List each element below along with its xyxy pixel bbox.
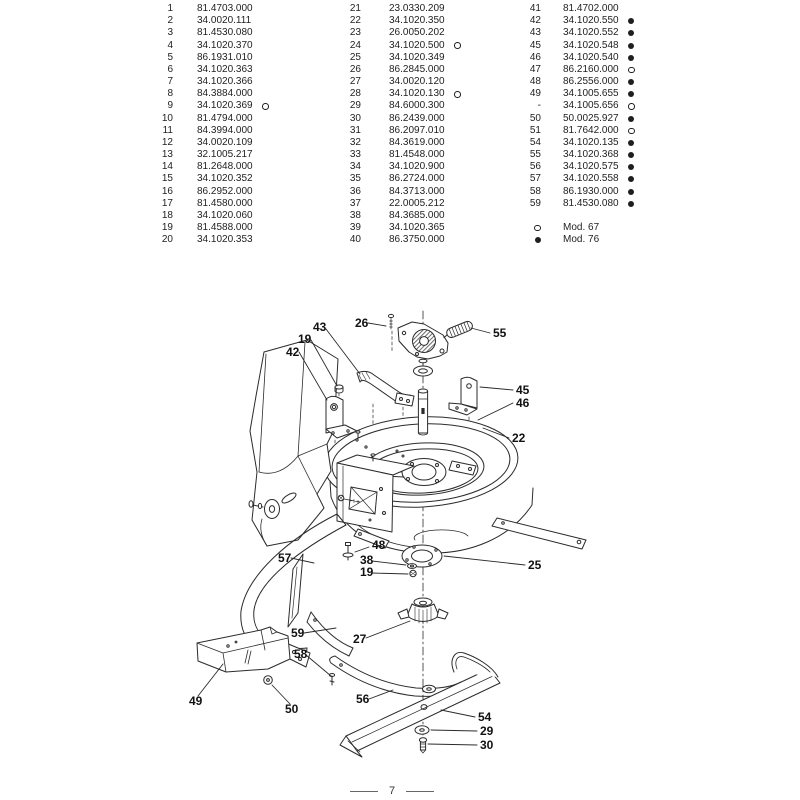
model-76-marker-icon bbox=[628, 201, 634, 207]
part-number: 34.1020.540 bbox=[563, 51, 619, 63]
discharge-chute bbox=[250, 340, 338, 546]
model-67-marker-icon bbox=[628, 103, 635, 110]
part-number: 34.1020.370 bbox=[197, 39, 253, 51]
parts-row-29 bbox=[328, 100, 461, 112]
parts-row-21 bbox=[328, 3, 461, 15]
parts-row-43 bbox=[508, 27, 635, 39]
parts-row-45 bbox=[508, 40, 635, 52]
parts-row-40 bbox=[328, 234, 461, 246]
legend-label: Mod. 76 bbox=[563, 234, 600, 246]
part-index: 26 bbox=[349, 63, 361, 75]
parts-row-25 bbox=[328, 52, 461, 64]
part-number: 34.1020.369 bbox=[197, 100, 253, 112]
model-67-marker-icon bbox=[454, 42, 461, 49]
callout-label-58: 58 bbox=[294, 647, 308, 661]
spindle-flange-25 bbox=[343, 543, 442, 577]
part-number: 84.6000.300 bbox=[389, 100, 445, 112]
part-index: 46 bbox=[529, 51, 541, 63]
callout-label-59: 59 bbox=[291, 626, 305, 640]
part-index: 15 bbox=[161, 173, 173, 185]
leader-line-55 bbox=[471, 328, 490, 333]
model-67-marker-icon bbox=[534, 225, 541, 232]
pulley-plate-assembly bbox=[388, 314, 473, 376]
parts-row-42 bbox=[508, 15, 635, 27]
part-index: 21 bbox=[349, 3, 361, 15]
leader-line-49 bbox=[198, 664, 223, 696]
page-number: 7 bbox=[389, 785, 396, 797]
part-index: 28 bbox=[349, 88, 361, 100]
part-number: 23.0330.209 bbox=[389, 3, 445, 15]
rear-bracket-49 bbox=[197, 627, 290, 684]
callout-label-50: 50 bbox=[285, 702, 299, 716]
leader-line-54 bbox=[441, 710, 475, 717]
part-index: 48 bbox=[529, 76, 541, 88]
leader-line-25 bbox=[444, 556, 525, 565]
part-number: 34.1020.350 bbox=[389, 15, 445, 27]
part-number: 34.1005.656 bbox=[563, 100, 619, 112]
parts-row-34 bbox=[328, 161, 461, 173]
callout-label-45: 45 bbox=[516, 383, 530, 397]
part-number: 84.3619.000 bbox=[389, 136, 445, 148]
part-number: 81.4703.000 bbox=[197, 3, 253, 15]
part-number: 81.2648.000 bbox=[197, 161, 253, 173]
parts-row-31 bbox=[328, 125, 461, 137]
callout-label-27: 27 bbox=[353, 632, 367, 646]
parts-row-10 bbox=[140, 113, 269, 125]
part-index: 9 bbox=[167, 100, 173, 112]
part-index: 40 bbox=[349, 234, 361, 246]
model-67-marker-icon bbox=[454, 91, 461, 98]
callout-label-43: 43 bbox=[313, 320, 327, 334]
parts-row-33 bbox=[328, 149, 461, 161]
legend-label: Mod. 67 bbox=[563, 222, 600, 234]
parts-row-46 bbox=[508, 52, 635, 64]
parts-row-16 bbox=[140, 186, 269, 198]
part-index: 17 bbox=[161, 197, 173, 209]
callout-label-49: 49 bbox=[189, 694, 203, 708]
parts-list-column-3 bbox=[508, 3, 635, 246]
part-number: 84.3685.000 bbox=[389, 210, 445, 221]
part-number: 81.4588.000 bbox=[197, 222, 253, 234]
parts-row-13 bbox=[140, 149, 269, 161]
part-index: 10 bbox=[161, 112, 173, 124]
part-index: 20 bbox=[161, 234, 173, 246]
model-76-marker-icon bbox=[628, 43, 634, 49]
parts-list-column-1 bbox=[140, 3, 269, 246]
callout-label-26: 26 bbox=[355, 316, 369, 330]
parts-row-9 bbox=[140, 100, 269, 112]
part-index: 43 bbox=[529, 27, 541, 39]
part-number: 34.0020.120 bbox=[389, 76, 445, 88]
part-number: 26.0050.202 bbox=[389, 27, 445, 39]
part-number: 84.3884.000 bbox=[197, 88, 253, 100]
l-bracket-45-46 bbox=[449, 377, 477, 415]
footer-rule-left bbox=[350, 791, 378, 792]
parts-row-58 bbox=[508, 186, 635, 198]
parts-row-59 bbox=[508, 198, 635, 210]
part-number: 34.1005.655 bbox=[563, 88, 619, 100]
part-number: 86.2556.000 bbox=[563, 76, 619, 88]
part-index: 55 bbox=[529, 149, 541, 161]
part-index: 4 bbox=[167, 39, 173, 51]
bracket-42 bbox=[326, 396, 357, 438]
part-number: 81.4530.080 bbox=[197, 27, 253, 39]
callout-label-55: 55 bbox=[493, 326, 507, 340]
part-number: 34.1020.552 bbox=[563, 27, 619, 39]
parts-row-48 bbox=[508, 76, 635, 88]
parts-list-column-2 bbox=[328, 3, 461, 246]
model-67-marker-icon bbox=[262, 103, 269, 110]
part-index: 3 bbox=[167, 27, 173, 39]
part-number: 86.3750.000 bbox=[389, 234, 445, 246]
leader-line-29 bbox=[431, 730, 477, 731]
leader-line-58 bbox=[306, 655, 331, 676]
part-index: 38 bbox=[349, 210, 361, 221]
spacer-row bbox=[508, 210, 635, 222]
part-index: 7 bbox=[167, 76, 173, 88]
part-index: 13 bbox=[161, 149, 173, 161]
parts-row-15 bbox=[140, 173, 269, 185]
parts-row-18 bbox=[140, 210, 269, 222]
part-index: 51 bbox=[529, 124, 541, 136]
parts-row-2 bbox=[140, 15, 269, 27]
model-76-marker-icon bbox=[628, 18, 634, 24]
parts-row-54 bbox=[508, 137, 635, 149]
part-index: - bbox=[537, 100, 541, 112]
callout-label-54: 54 bbox=[478, 710, 492, 724]
parts-row-37 bbox=[328, 198, 461, 210]
part-index: 39 bbox=[349, 222, 361, 234]
part-number: 86.2160.000 bbox=[563, 63, 619, 75]
leader-line-38 bbox=[372, 561, 406, 565]
part-number: 81.4530.080 bbox=[563, 197, 619, 209]
leader-line-48 bbox=[355, 547, 369, 552]
parts-row-41 bbox=[508, 3, 635, 15]
part-index: 36 bbox=[349, 185, 361, 197]
part-number: 86.2724.000 bbox=[389, 173, 445, 185]
part-number: 34.1020.352 bbox=[197, 173, 253, 185]
part-index: 29 bbox=[349, 100, 361, 112]
part-number: 34.1020.575 bbox=[563, 161, 619, 173]
model-76-marker-icon bbox=[535, 237, 541, 243]
callout-label-22: 22 bbox=[512, 431, 526, 445]
part-number: 34.1020.548 bbox=[563, 39, 619, 51]
part-index: 22 bbox=[349, 15, 361, 27]
part-index: 57 bbox=[529, 173, 541, 185]
tension-spring-55 bbox=[442, 320, 474, 340]
model-76-marker-icon bbox=[628, 30, 634, 36]
part-index: 31 bbox=[349, 124, 361, 136]
parts-row-11 bbox=[140, 125, 269, 137]
part-index: 49 bbox=[529, 88, 541, 100]
parts-row-22 bbox=[328, 15, 461, 27]
exploded-view-diagram bbox=[0, 290, 800, 800]
parts-row-57 bbox=[508, 173, 635, 185]
model-67-marker-icon bbox=[628, 128, 635, 135]
callout-label-25: 25 bbox=[528, 558, 542, 572]
part-index: 54 bbox=[529, 136, 541, 148]
callout-label-42: 42 bbox=[286, 345, 300, 359]
part-index: 59 bbox=[529, 197, 541, 209]
part-number: 32.1005.217 bbox=[197, 149, 253, 161]
model-76-marker-icon bbox=[628, 152, 634, 158]
part-index: 19 bbox=[161, 222, 173, 234]
parts-row-55 bbox=[508, 149, 635, 161]
parts-row-6 bbox=[140, 64, 269, 76]
model-76-marker-icon bbox=[628, 176, 634, 182]
callout-label-56: 56 bbox=[356, 692, 370, 706]
blade-holder-27 bbox=[398, 598, 448, 624]
part-index: 47 bbox=[529, 63, 541, 75]
part-number: 34.1020.550 bbox=[563, 15, 619, 27]
callout-label-29: 29 bbox=[480, 724, 494, 738]
model-76-marker-icon bbox=[628, 189, 634, 195]
callout-label-19: 19 bbox=[298, 332, 312, 346]
parts-row-32 bbox=[328, 137, 461, 149]
model-76-marker-icon bbox=[628, 140, 634, 146]
callout-label-48: 48 bbox=[372, 538, 386, 552]
parts-row-39 bbox=[328, 222, 461, 234]
part-number: 34.1020.500 bbox=[389, 39, 445, 51]
part-number: 34.1020.558 bbox=[563, 173, 619, 185]
spindle-shaft bbox=[418, 389, 427, 435]
part-number: 34.1020.130 bbox=[389, 88, 445, 100]
model-76-marker-icon bbox=[628, 55, 634, 61]
model-76-marker-icon bbox=[628, 79, 634, 85]
part-index: 8 bbox=[167, 88, 173, 100]
part-index: 23 bbox=[349, 27, 361, 39]
part-number: 34.0020.109 bbox=[197, 136, 253, 148]
parts-row-30 bbox=[328, 113, 461, 125]
parts-row-35 bbox=[328, 173, 461, 185]
parts-row-7 bbox=[140, 76, 269, 88]
parts-row-17 bbox=[140, 198, 269, 210]
part-index: 14 bbox=[161, 161, 173, 173]
legend-row bbox=[508, 234, 635, 246]
part-number: 34.1020.353 bbox=[197, 234, 253, 246]
page-footer bbox=[350, 785, 470, 797]
part-index: 58 bbox=[529, 185, 541, 197]
callout-label-19: 19 bbox=[360, 565, 374, 579]
parts-row-12 bbox=[140, 137, 269, 149]
leader-line-56 bbox=[369, 690, 393, 699]
parts-row-27 bbox=[328, 76, 461, 88]
part-number: 50.0025.927 bbox=[563, 112, 619, 124]
part-number: 81.4580.000 bbox=[197, 197, 253, 209]
parts-row-50 bbox=[508, 113, 635, 125]
part-number: 86.2845.000 bbox=[389, 63, 445, 75]
part-number: 34.1020.135 bbox=[563, 136, 619, 148]
part-index: 30 bbox=[349, 112, 361, 124]
part-number: 22.0005.212 bbox=[389, 197, 445, 209]
parts-row-5 bbox=[140, 52, 269, 64]
model-76-marker-icon bbox=[628, 116, 634, 122]
part-number: 34.1020.368 bbox=[563, 149, 619, 161]
parts-row-4 bbox=[140, 40, 269, 52]
part-index: 25 bbox=[349, 51, 361, 63]
parts-row-23 bbox=[328, 27, 461, 39]
parts-row-38 bbox=[328, 210, 461, 222]
part-index: 42 bbox=[529, 15, 541, 27]
part-number: 34.1020.363 bbox=[197, 63, 253, 75]
leader-line-30 bbox=[428, 744, 477, 745]
part-number: 34.1020.349 bbox=[389, 51, 445, 63]
part-number: 34.1020.365 bbox=[389, 222, 445, 234]
part-number: 81.4702.000 bbox=[563, 3, 619, 15]
part-index: 33 bbox=[349, 149, 361, 161]
parts-row-3 bbox=[140, 27, 269, 39]
parts-row-56 bbox=[508, 161, 635, 173]
part-number: 81.4548.000 bbox=[389, 149, 445, 161]
part-index: 45 bbox=[529, 39, 541, 51]
parts-row-19 bbox=[140, 222, 269, 234]
part-number: 86.1931.010 bbox=[197, 51, 253, 63]
part-index: 41 bbox=[529, 3, 541, 15]
legend-symbol-cell bbox=[508, 237, 541, 243]
part-index: 12 bbox=[161, 136, 173, 148]
parts-row-47 bbox=[508, 64, 635, 76]
parts-row-49 bbox=[508, 88, 635, 100]
parts-row-24 bbox=[328, 40, 461, 52]
part-index: 6 bbox=[167, 63, 173, 75]
callout-label-46: 46 bbox=[516, 396, 530, 410]
part-number: 34.1020.060 bbox=[197, 210, 253, 221]
part-number: 86.2097.010 bbox=[389, 124, 445, 136]
callout-label-57: 57 bbox=[278, 551, 292, 565]
parts-row-36 bbox=[328, 186, 461, 198]
parts-row-1 bbox=[140, 3, 269, 15]
model-76-marker-icon bbox=[628, 91, 634, 97]
leader-line-27 bbox=[366, 621, 410, 638]
part-number: 34.0020.111 bbox=[197, 15, 252, 27]
leader-line-46 bbox=[478, 403, 513, 420]
legend-symbol-cell bbox=[508, 225, 541, 232]
callout-label-38: 38 bbox=[360, 553, 374, 567]
parts-row-28 bbox=[328, 88, 461, 100]
part-index: 35 bbox=[349, 173, 361, 185]
part-index: 24 bbox=[349, 39, 361, 51]
model-67-marker-icon bbox=[628, 67, 635, 74]
part-number: 86.1930.000 bbox=[563, 185, 619, 197]
part-index: 34 bbox=[349, 161, 361, 173]
part-index: 5 bbox=[167, 51, 173, 63]
part-number: 84.3994.000 bbox=[197, 124, 253, 136]
part-number: 81.4794.000 bbox=[197, 112, 253, 124]
leader-line-19 bbox=[372, 573, 408, 574]
part-number: 34.1020.900 bbox=[389, 161, 445, 173]
leader-line-26 bbox=[368, 323, 386, 326]
part-index: 16 bbox=[161, 185, 173, 197]
part-index: 18 bbox=[161, 210, 173, 221]
part-index: 11 bbox=[162, 124, 173, 136]
part-index: 1 bbox=[167, 3, 173, 15]
part-number: 34.1020.366 bbox=[197, 76, 253, 88]
part-number: 81.7642.000 bbox=[563, 124, 619, 136]
footer-rule-right bbox=[406, 791, 434, 792]
part-index: 50 bbox=[529, 112, 541, 124]
parts-row-14 bbox=[140, 161, 269, 173]
parts-row-26 bbox=[328, 64, 461, 76]
part-number: 86.2439.000 bbox=[389, 112, 445, 124]
part-index: 56 bbox=[529, 161, 541, 173]
guard-strip-59 bbox=[307, 612, 353, 656]
model-76-marker-icon bbox=[628, 164, 634, 170]
parts-row-20 bbox=[140, 234, 269, 246]
part-index: 37 bbox=[349, 197, 361, 209]
part-index: 2 bbox=[167, 15, 173, 27]
parts-row-8 bbox=[140, 88, 269, 100]
parts-row-51 bbox=[508, 125, 635, 137]
part-number: 86.2952.000 bbox=[197, 185, 253, 197]
support-strap-43 bbox=[357, 371, 414, 406]
legend-row bbox=[508, 222, 635, 234]
callout-label-30: 30 bbox=[480, 738, 494, 752]
leader-line-59 bbox=[304, 628, 336, 633]
part-number: 84.3713.000 bbox=[389, 185, 445, 197]
part-index: 32 bbox=[349, 136, 361, 148]
parts-row-- bbox=[508, 100, 635, 112]
leader-line-45 bbox=[480, 387, 513, 390]
part-index: 27 bbox=[349, 76, 361, 88]
